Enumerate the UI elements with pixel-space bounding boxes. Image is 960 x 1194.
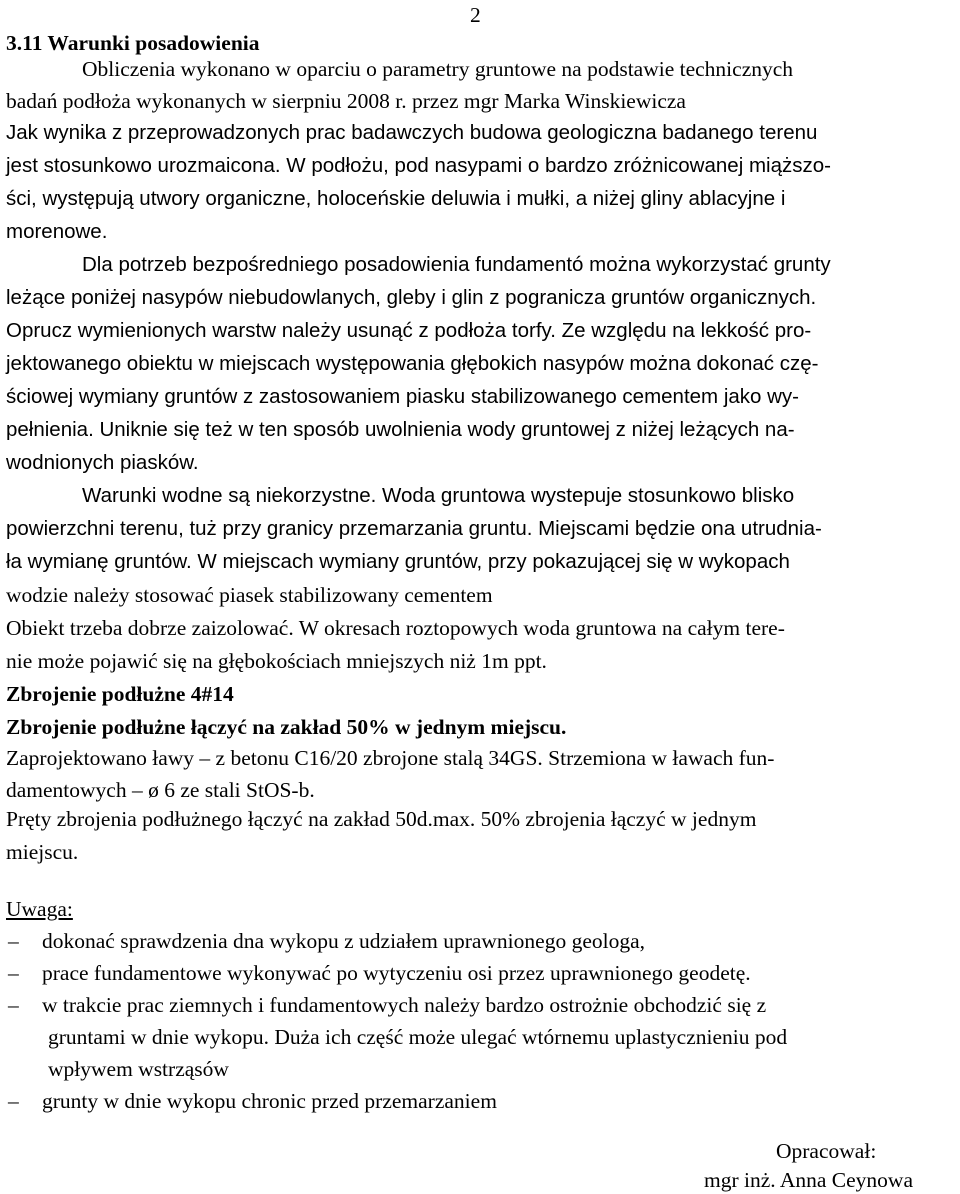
dash-bullet: – — [8, 1089, 19, 1113]
reinforcement-heading: Zbrojenie podłużne 4#14 — [6, 682, 234, 706]
text-line: jektowanego obiektu w miejscach występowania głębokich nasypów można dokonać czę- — [6, 352, 819, 375]
text-line: nie może pojawić się na głębokościach mniejszych niż 1m ppt. — [6, 649, 547, 673]
text-line: Warunki wodne są niekorzystne. Woda gruntowa wystepuje stosunkowo blisko — [82, 484, 795, 507]
list-item-text: wpływem wstrząsów — [48, 1057, 229, 1081]
signature-label: Opracował: — [776, 1139, 877, 1163]
dash-bullet: – — [8, 929, 19, 953]
list-item-text: w trakcie prac ziemnych i fundamentowych należy bardzo ostrożnie obchodzić się z — [42, 993, 767, 1017]
notes-heading: Uwaga: — [6, 897, 73, 921]
list-item-text: grunty w dnie wykopu chronic przed przemarzaniem — [42, 1089, 497, 1113]
text-line: powierzchni terenu, tuż przy granicy przemarzania gruntu. Miejscami będzie ona utrudnia- — [6, 517, 822, 540]
text-line: ściowej wymiany gruntów z zastosowaniem piasku stabilizowanego cementem jako wy- — [6, 385, 800, 408]
list-item-text: prace fundamentowe wykonywać po wytyczeniu osi przez uprawnionego geodetę. — [42, 961, 751, 985]
text-line: Obiekt trzeba dobrze zaizolować. W okresach roztopowych woda gruntowa na całym tere- — [6, 616, 785, 640]
section-heading: 3.11 Warunki posadowienia — [6, 31, 260, 55]
text-line: ła wymianę gruntów. W miejscach wymiany gruntów, przy pokazującej się w wykopach — [6, 550, 790, 573]
page-number: 2 — [470, 3, 481, 27]
text-line: leżące poniżej nasypów niebudowlanych, gleby i glin z pogranicza gruntów organicznych. — [6, 286, 817, 309]
text-line: morenowe. — [6, 220, 108, 243]
text-line: ści, występują utwory organiczne, holoceńskie deluwia i mułki, a niżej gliny ablacyjne i — [6, 187, 786, 210]
text-line: miejscu. — [6, 840, 79, 864]
list-item-text: dokonać sprawdzenia dna wykopu z udziałem uprawnionego geologa, — [42, 929, 645, 953]
text-line: jest stosunkowo urozmaicona. W podłożu, pod nasypami o bardzo zróżnicowanej miąższo- — [6, 154, 831, 177]
text-line: damentowych – ø 6 ze stali StOS-b. — [6, 778, 315, 802]
text-line: badań podłoża wykonanych w sierpniu 2008 r. przez mgr Marka Winskiewicza — [6, 89, 686, 113]
dash-bullet: – — [8, 961, 19, 985]
list-item-text: gruntami w dnie wykopu. Duża ich część może ulegać wtórnemu uplastycznieniu pod — [48, 1025, 788, 1049]
text-line: pełnienia. Uniknie się też w ten sposób uwolnienia wody gruntowej z niżej leżących na- — [6, 418, 795, 441]
text-line: wodnionych piasków. — [6, 451, 199, 474]
text-line: wodzie należy stosować piasek stabilizowany cementem — [6, 583, 493, 607]
text-line: Dla potrzeb bezpośredniego posadowienia fundamentó można wykorzystać grunty — [82, 253, 831, 276]
text-line: Jak wynika z przeprowadzonych prac badawczych budowa geologiczna badanego terenu — [6, 121, 818, 144]
text-line: Obliczenia wykonano w oparciu o parametry gruntowe na podstawie technicznych — [82, 57, 794, 81]
signature-name: mgr inż. Anna Ceynowa — [704, 1168, 913, 1192]
text-line: Zaprojektowano ławy – z betonu C16/20 zbrojone stalą 34GS. Strzemiona w ławach fun- — [6, 746, 775, 770]
dash-bullet: – — [8, 993, 19, 1017]
text-line: Pręty zbrojenia podłużnego łączyć na zakład 50d.max. 50% zbrojenia łączyć w jednym — [6, 807, 757, 831]
text-line: Oprucz wymienionych warstw należy usunąć z podłoża torfy. Ze względu na lekkość pro- — [6, 319, 812, 342]
reinforcement-lap-heading: Zbrojenie podłużne łączyć na zakład 50% w jednym miejscu. — [6, 715, 567, 739]
